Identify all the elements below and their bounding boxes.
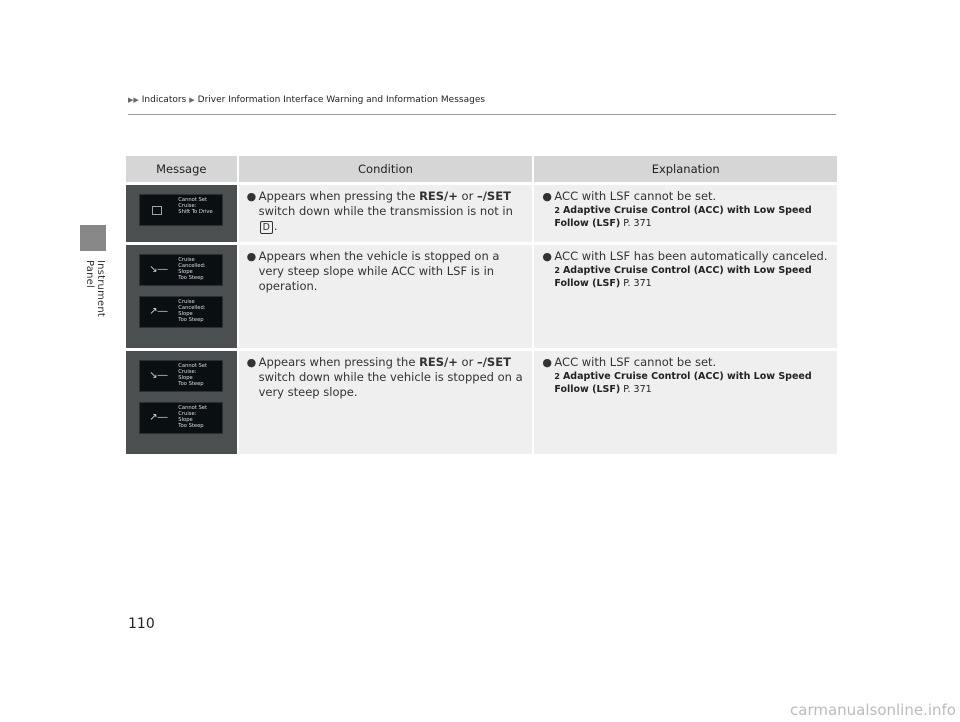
- message-image-cell: [126, 182, 237, 242]
- reference-arrow-icon: 2: [554, 266, 560, 275]
- gear-d-badge: D: [260, 221, 273, 234]
- display-screen: [139, 254, 223, 286]
- message-image-cell: [126, 348, 237, 454]
- header-explanation: Explanation: [532, 156, 837, 182]
- screen-text: Cannot Set Cruise: Slope Too Steep: [178, 363, 208, 387]
- message-image-cell: [126, 242, 237, 348]
- table-header-row: [126, 156, 837, 182]
- message-table: [126, 156, 837, 454]
- slope-car-icon: ↗―: [149, 412, 168, 423]
- breadcrumb-arrow-icon: ▶▶: [128, 96, 139, 104]
- explanation-text: ACC with LSF cannot be set.: [554, 189, 717, 203]
- condition-cell: [237, 242, 533, 348]
- breadcrumb: [128, 95, 485, 105]
- bullet-icon: ●: [246, 250, 257, 263]
- screen-text: Cannot Set Cruise: Shift To Drive: [178, 197, 213, 215]
- condition-text: Appears when pressing the RES/+ or –/SET switch down while the vehicle is stopped on a very steep slope.: [258, 355, 523, 399]
- reference-arrow-icon: 2: [554, 206, 560, 215]
- reference-arrow-icon: 2: [554, 372, 560, 381]
- slope-car-icon: ↘―: [149, 370, 168, 381]
- header-message: Message: [126, 156, 237, 182]
- breadcrumb-arrow-icon: ▶: [189, 96, 195, 104]
- display-screen: [139, 194, 223, 226]
- cross-reference-link[interactable]: 2 Adaptive Cruise Control (ACC) with Low Speed Follow (LSF) P. 371: [554, 265, 812, 289]
- explanation-cell: [532, 242, 837, 348]
- condition-text: Appears when pressing the RES/+ or –/SET switch down while the transmission is not in D .: [258, 189, 513, 233]
- explanation-text: ACC with LSF cannot be set.: [554, 355, 717, 369]
- explanation-cell: [532, 182, 837, 242]
- condition-cell: [237, 348, 533, 454]
- page-number: 110: [128, 616, 155, 632]
- table-row: [126, 348, 837, 454]
- breadcrumb-item-messages[interactable]: Driver Information Interface Warning and Information Messages: [197, 95, 486, 105]
- shift-indicator-icon: [152, 206, 162, 215]
- condition-cell: [237, 182, 533, 242]
- slope-car-icon: ↘―: [149, 264, 168, 275]
- display-screen: [139, 360, 223, 392]
- explanation-cell: [532, 348, 837, 454]
- explanation-text: ACC with LSF has been automatically canceled.: [554, 249, 828, 263]
- bullet-icon: ●: [542, 190, 552, 203]
- chapter-label: Instrument Panel: [84, 260, 106, 318]
- condition-text: Appears when the vehicle is stopped on a very steep slope while ACC with LSF is in operation.: [258, 249, 500, 293]
- cross-reference-link[interactable]: 2 Adaptive Cruise Control (ACC) with Low Speed Follow (LSF) P. 371: [554, 205, 812, 229]
- bullet-icon: ●: [542, 356, 552, 369]
- table-row: [126, 182, 837, 242]
- screen-text: Cannot Set Cruise: Slope Too Steep: [178, 405, 208, 429]
- chapter-tab: [80, 225, 106, 251]
- slope-car-icon: ↗―: [149, 306, 168, 317]
- watermark: carmanualsonline.info: [790, 701, 956, 719]
- bullet-icon: ●: [246, 356, 257, 369]
- header-divider: [128, 114, 836, 115]
- bullet-icon: ●: [542, 250, 552, 263]
- breadcrumb-item-indicators[interactable]: Indicators: [141, 95, 187, 105]
- screen-text: Cruise Cancelled: Slope Too Steep: [178, 299, 206, 323]
- screen-text: Cruise Cancelled: Slope Too Steep: [178, 257, 206, 281]
- bullet-icon: ●: [246, 190, 257, 203]
- table-row: [126, 242, 837, 348]
- display-screen: [139, 296, 223, 328]
- header-condition: Condition: [237, 156, 533, 182]
- display-screen: [139, 402, 223, 434]
- cross-reference-link[interactable]: 2 Adaptive Cruise Control (ACC) with Low Speed Follow (LSF) P. 371: [554, 371, 812, 395]
